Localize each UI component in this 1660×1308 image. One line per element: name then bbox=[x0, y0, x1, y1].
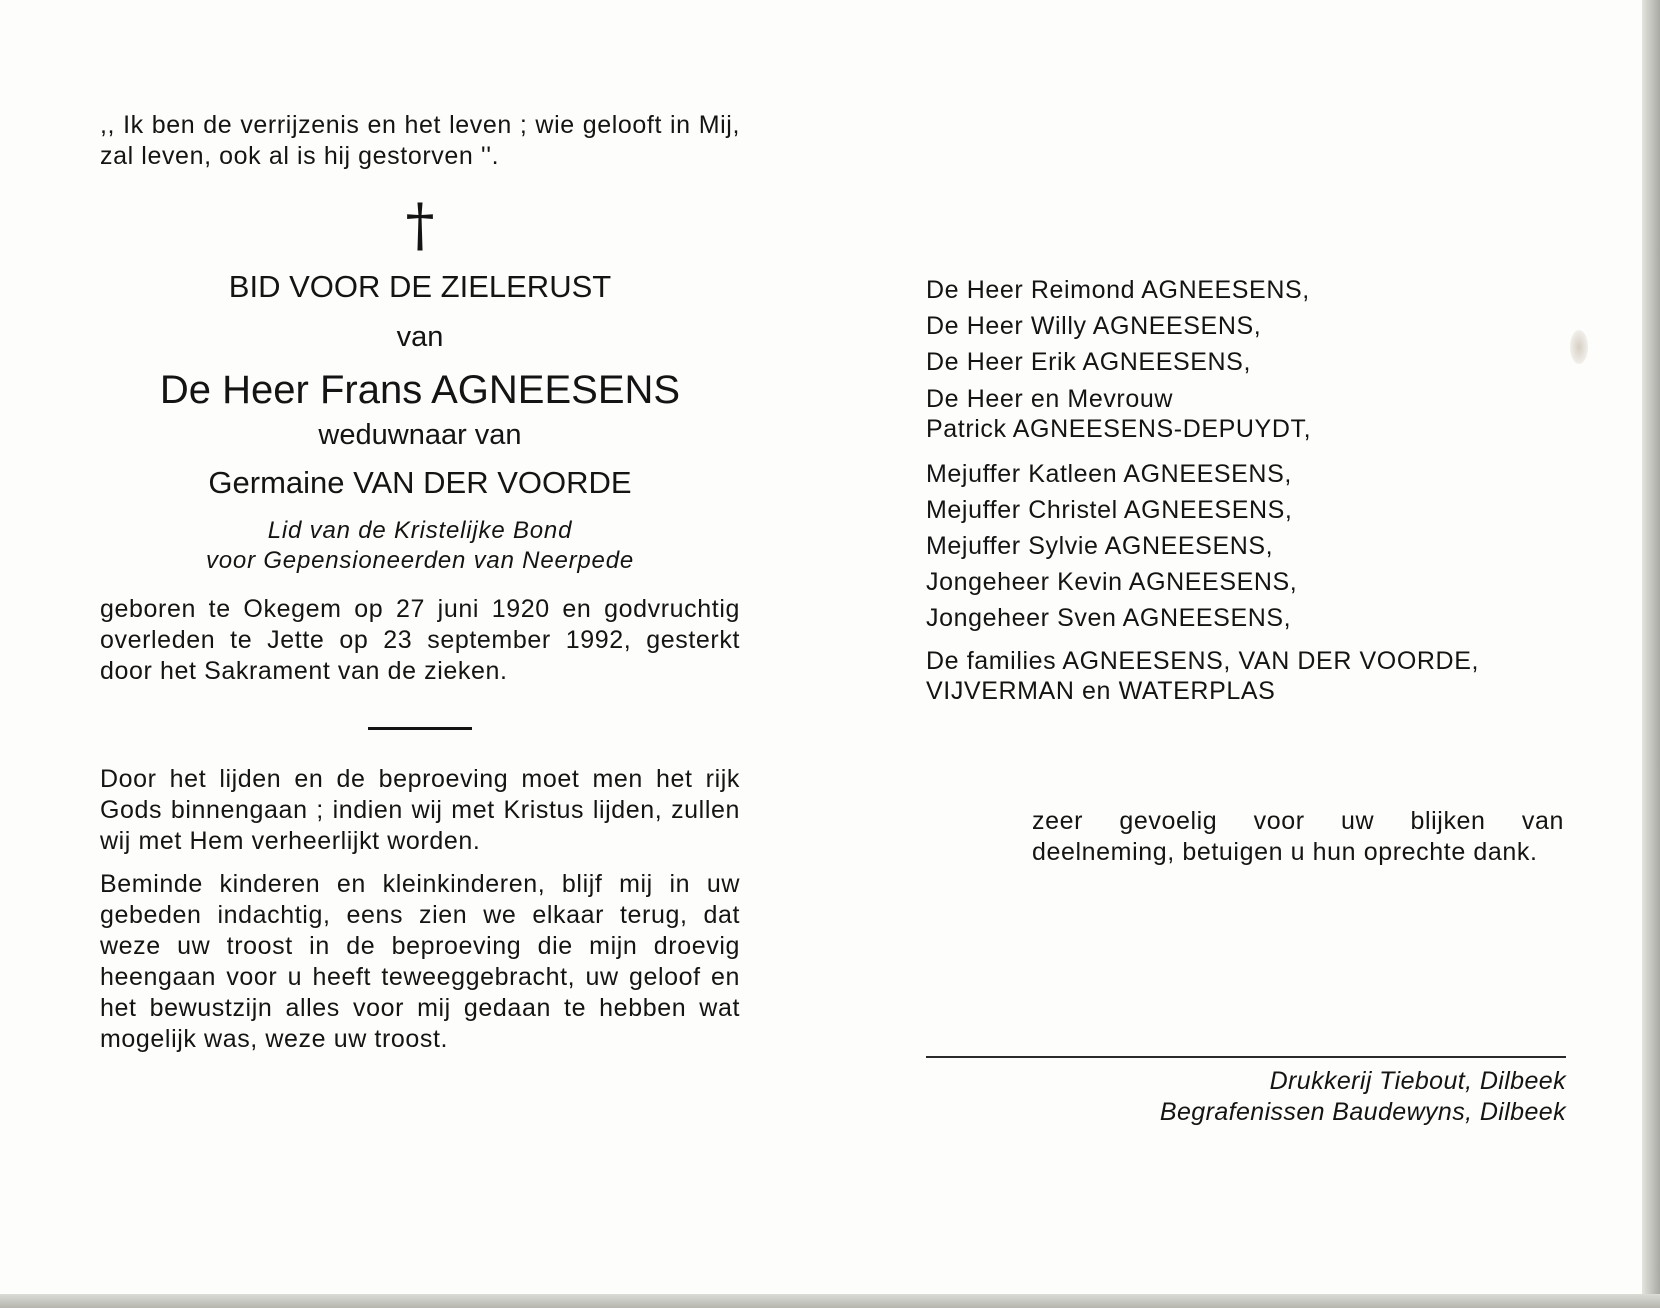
paper-speck bbox=[1570, 330, 1588, 364]
family-list bbox=[926, 272, 1566, 706]
footer-divider bbox=[926, 1056, 1566, 1058]
family-line: Mejuffer Sylvie AGNEESENS, bbox=[926, 532, 1274, 560]
membership-line-2: voor Gepensioneerden van Neerpede bbox=[205, 547, 634, 574]
membership-line-1: Lid van de Kristelijke Bond bbox=[267, 517, 573, 544]
cross-icon: † bbox=[405, 191, 435, 259]
spouse-name: Germaine VAN DER VOORDE bbox=[208, 465, 632, 500]
deceased-name: De Heer Frans AGNEESENS bbox=[159, 368, 681, 412]
verse-1: Door het lijden en de beproeving moet men het rijk Gods binnengaan ; indien wij met Kristus lijden, zullen wij met Hem verheerlijkt worden. bbox=[100, 765, 740, 855]
family-line: De Heer en Mevrouw bbox=[926, 385, 1174, 413]
printer-name: Drukkerij Tiebout, Dilbeek bbox=[1269, 1067, 1566, 1095]
family-line: VIJVERMAN en WATERPLAS bbox=[926, 677, 1276, 705]
family-line: De Heer Reimond AGNEESENS, bbox=[926, 276, 1310, 304]
printer-credits bbox=[926, 1066, 1566, 1128]
family-line: Patrick AGNEESENS-DEPUYDT, bbox=[926, 415, 1312, 443]
scripture-quote: ,, Ik ben de verrijzenis en het leven ; wie gelooft in Mij, zal leven, ook al is hij gestorven ''. bbox=[100, 111, 740, 170]
widower-of: weduwnaar van bbox=[318, 419, 522, 451]
prayer-van: van bbox=[396, 321, 444, 353]
undertaker-name: Begrafenissen Baudewyns, Dilbeek bbox=[1159, 1098, 1566, 1126]
divider bbox=[368, 727, 472, 730]
family-line: Jongeheer Kevin AGNEESENS, bbox=[926, 568, 1298, 596]
family-line: De families AGNEESENS, VAN DER VOORDE, bbox=[926, 647, 1480, 675]
thanks-text: zeer gevoelig voor uw blijken van deelneming, betuigen u hun oprechte dank. bbox=[1032, 807, 1564, 866]
family-line: Mejuffer Christel AGNEESENS, bbox=[926, 496, 1293, 524]
family-line: Jongeheer Sven AGNEESENS, bbox=[926, 604, 1292, 632]
card-edge-right bbox=[1642, 0, 1660, 1308]
verse-2: Beminde kinderen en kleinkinderen, blijf mij in uw gebeden indachtig, eens zien we elkaar terug, dat weze uw troost in de beproeving die mijn droevig heengaan voor u heeft teweeggebracht, uw geloof en het bewustzijn alles voor mij gedaan te hebben wat mogelijk was, weze uw troost. bbox=[100, 870, 740, 1053]
left-column bbox=[100, 110, 740, 1055]
birth-death-text: geboren te Okegem op 27 juni 1920 en godvruchtig overleden te Jette op 23 september 1992, gesterkt door het Sakrament van de zieken. bbox=[100, 595, 740, 685]
family-line: Mejuffer Katleen AGNEESENS, bbox=[926, 460, 1292, 488]
prayer-heading: BID VOOR DE ZIELERUST bbox=[228, 269, 612, 304]
family-line: De Heer Erik AGNEESENS, bbox=[926, 348, 1252, 376]
card-edge-bottom bbox=[0, 1294, 1660, 1308]
family-line: De Heer Willy AGNEESENS, bbox=[926, 312, 1262, 340]
